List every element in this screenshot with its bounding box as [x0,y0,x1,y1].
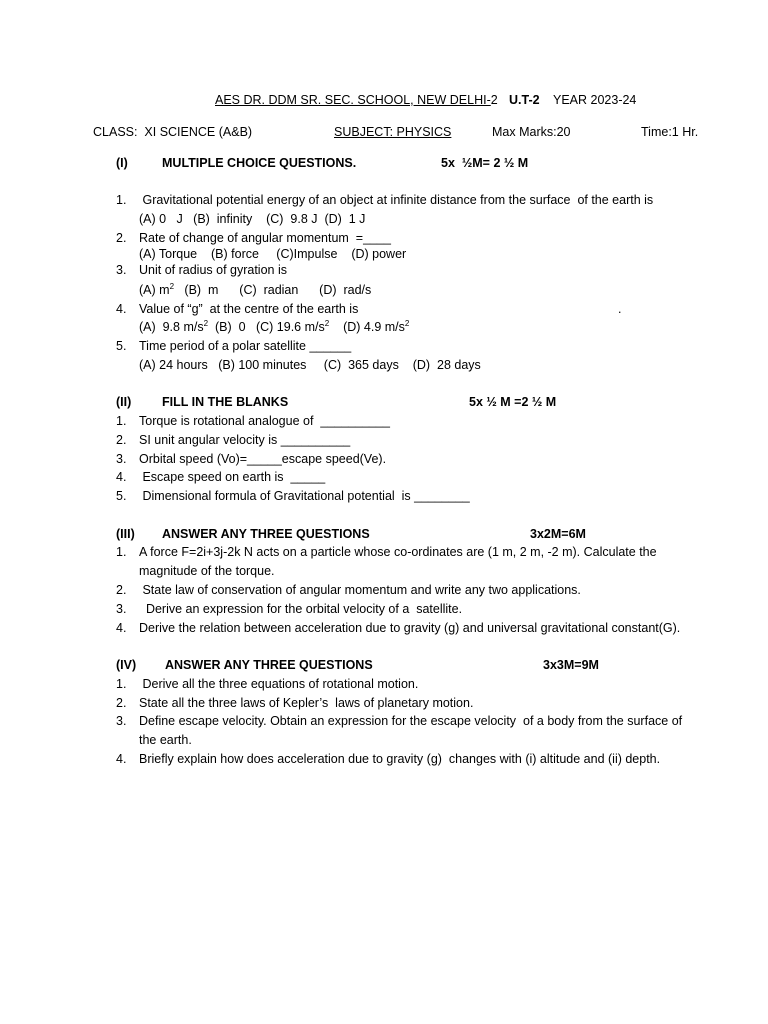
question-number: 4. [116,470,127,484]
subject-label: SUBJECT: PHYSICS [334,125,452,139]
option-d: (D) 4.9 m/s [329,320,405,334]
section-roman: (III) [116,527,135,541]
question-text: Value of “g” at the centre of the earth is [139,302,359,316]
question-text: Escape speed on earth is _____ [139,470,326,484]
question-text: State law of conservation of angular momentum and write any two applications. [139,583,581,597]
max-marks: Max Marks:20 [492,125,571,139]
question-text: Define escape velocity. Obtain an expression for the escape velocity of a body from the surface of [139,714,683,728]
academic-year: YEAR 2023-24 [553,93,637,107]
question-text: SI unit angular velocity is __________ [139,433,351,447]
question-number: 5. [116,489,127,503]
question-text: Dimensional formula of Gravitational potential is ________ [139,489,470,503]
school-name [215,93,498,108]
section-title: ANSWER ANY THREE QUESTIONS [165,658,373,672]
section-marks: 5x ½M= 2 ½ M [441,156,529,170]
question-options: (A) 24 hours (B) 100 minutes (C) 365 days (D) 28 days [139,358,481,372]
question-text: Derive an expression for the orbital velocity of a satellite. [139,602,463,616]
question-number: 4. [116,302,127,316]
option-a: (A) 9.8 m/s [139,320,204,334]
question-text: Derive all the three equations of rotational motion. [139,677,419,691]
question-number: 1. [116,545,127,559]
question-text: Time period of a polar satellite ______ [139,339,352,353]
superscript: 2 [169,282,175,291]
question-text: State all the three laws of Kepler’s laws of planetary motion. [139,696,474,710]
question-number: 3. [116,263,127,277]
question-number: 3. [116,452,127,466]
section-roman: (I) [116,156,128,170]
question-number: 1. [116,414,127,428]
question-number: 2. [116,696,127,710]
question-number: 3. [116,602,127,616]
option-rest: (B) m (C) radian (D) rad/s [174,283,372,297]
question-text: Rate of change of angular momentum =____ [139,231,391,245]
question-text: Derive the relation between acceleration due to gravity (g) and universal gravitational constant(G). [139,621,681,635]
section-marks: 3x2M=6M [530,527,586,541]
question-text-continued: the earth. [139,733,192,747]
question-number: 4. [116,621,127,635]
superscript: 2 [203,319,209,328]
question-number: 2. [116,231,127,245]
question-options: (A) Torque (B) force (C)Impulse (D) power [139,247,407,261]
question-number: 1. [116,193,127,207]
question-number: 1. [116,677,127,691]
question-options [139,320,409,335]
question-number: 4. [116,752,127,766]
section-marks: 3x3M=9M [543,658,599,672]
question-text: A force F=2i+3j-2k N acts on a particle whose co-ordinates are (1 m, 2 m, -2 m). Calculate the [139,545,657,559]
superscript: 2 [404,319,410,328]
school-name-text: AES DR. DDM SR. SEC. SCHOOL, NEW DELHI- [215,93,491,107]
question-number: 5. [116,339,127,353]
superscript: 2 [324,319,330,328]
question-text: Unit of radius of gyration is [139,263,287,277]
school-name-number: 2 [490,93,498,107]
section-roman: (IV) [116,658,137,672]
question-text: Torque is rotational analogue of __________ [139,414,390,428]
section-marks: 5x ½ M =2 ½ M [469,395,557,409]
section-title: MULTIPLE CHOICE QUESTIONS. [162,156,357,170]
section-roman: (II) [116,395,132,409]
question-text: Briefly explain how does acceleration due to gravity (g) changes with (i) altitude and (ii) depth. [139,752,661,766]
section-title: FILL IN THE BLANKS [162,395,289,409]
time-label: Time:1 Hr. [641,125,699,139]
question-options: (A) 0 J (B) infinity (C) 9.8 J (D) 1 J [139,212,366,226]
class-label: CLASS: XI SCIENCE (A&B) [93,125,253,139]
question-text: Gravitational potential energy of an object at infinite distance from the surface of the earth is [139,193,654,207]
section-title: ANSWER ANY THREE QUESTIONS [162,527,370,541]
question-text-continued: magnitude of the torque. [139,564,275,578]
question-text: Orbital speed (Vo)=_____escape speed(Ve). [139,452,387,466]
option-bc: (B) 0 (C) 19.6 m/s [208,320,325,334]
stray-dot: . [618,302,622,316]
question-number: 3. [116,714,127,728]
test-name: U.T-2 [509,93,540,107]
option-a: (A) m [139,283,170,297]
question-options [139,283,371,298]
question-number: 2. [116,433,127,447]
question-number: 2. [116,583,127,597]
